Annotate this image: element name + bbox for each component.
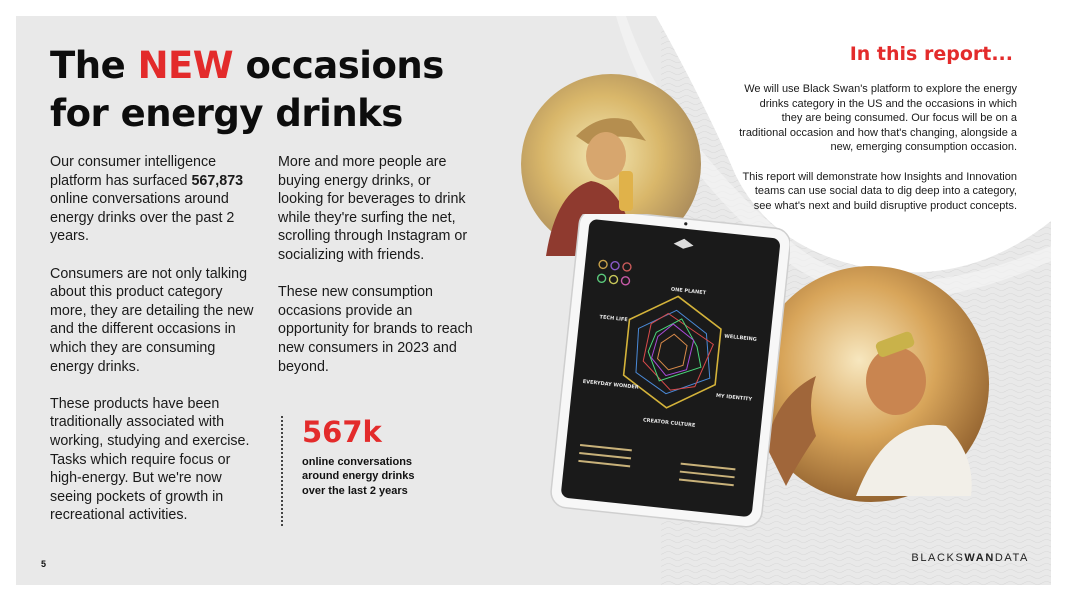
stat-caption: online conversations around energy drinks over the last 2 years — [302, 456, 415, 497]
brand-logo: BLACKSWANDATA — [911, 552, 1029, 564]
report-summary — [737, 82, 1017, 228]
axis-label: ONE PLANET — [670, 286, 707, 297]
body-column-middle — [278, 153, 476, 395]
page-title: The NEW occasions for energy drinks — [50, 44, 444, 135]
page-number: 5 — [41, 559, 47, 569]
slide — [16, 16, 1051, 585]
axis-label: MY IDENTITY — [715, 392, 753, 403]
tablet-mockup — [550, 214, 790, 534]
report-heading: In this report... — [849, 43, 1013, 65]
stat-divider — [281, 416, 283, 526]
paragraph: Consumers are not only talking about this product category more, they are detailing the new and the different occasions in which they are consuming energy drinks. — [50, 265, 254, 375]
paragraph: These new consumption occasions provide an opportunity for brands to reach new consumers in 2023 and beyond. — [278, 284, 473, 375]
axis-label: TECH LIFE — [599, 314, 629, 324]
paragraph: This report will demonstrate how Insights and Innovation teams can use social data to dig deep into a category, see what's next and build disruptive product concepts. — [742, 170, 1017, 212]
paragraph: These products have been traditionally associated with working, studying and exercise. Tasks which require focus or high-energy. But we're now seeing pockets of growth in recreational activities. — [50, 395, 250, 524]
paragraph: We will use Black Swan's platform to explore the energy drinks category in the US and the occasions in which they are being consumed. Our focus will be on a traditional occasion and how that's changing, alongside a new, emerging consumption occasion. — [739, 83, 1017, 154]
body-column-left — [50, 153, 255, 543]
axis-label: WELLBEING — [723, 333, 758, 343]
title-accent-word: NEW — [137, 44, 234, 87]
paragraph: More and more people are buying energy drinks, or looking for beverages to drink while they're surfing the net, scrolling through Instagram or socializing with friends. — [278, 154, 468, 263]
axis-label: EVERYDAY WONDER — [582, 378, 639, 391]
paragraph: Our consumer intelligence platform has surfaced 567,873 online conversations around energy drinks over the past 2 years. — [50, 154, 244, 245]
stat-value: 567k — [302, 415, 382, 449]
axis-label: CREATOR CULTURE — [642, 417, 696, 429]
